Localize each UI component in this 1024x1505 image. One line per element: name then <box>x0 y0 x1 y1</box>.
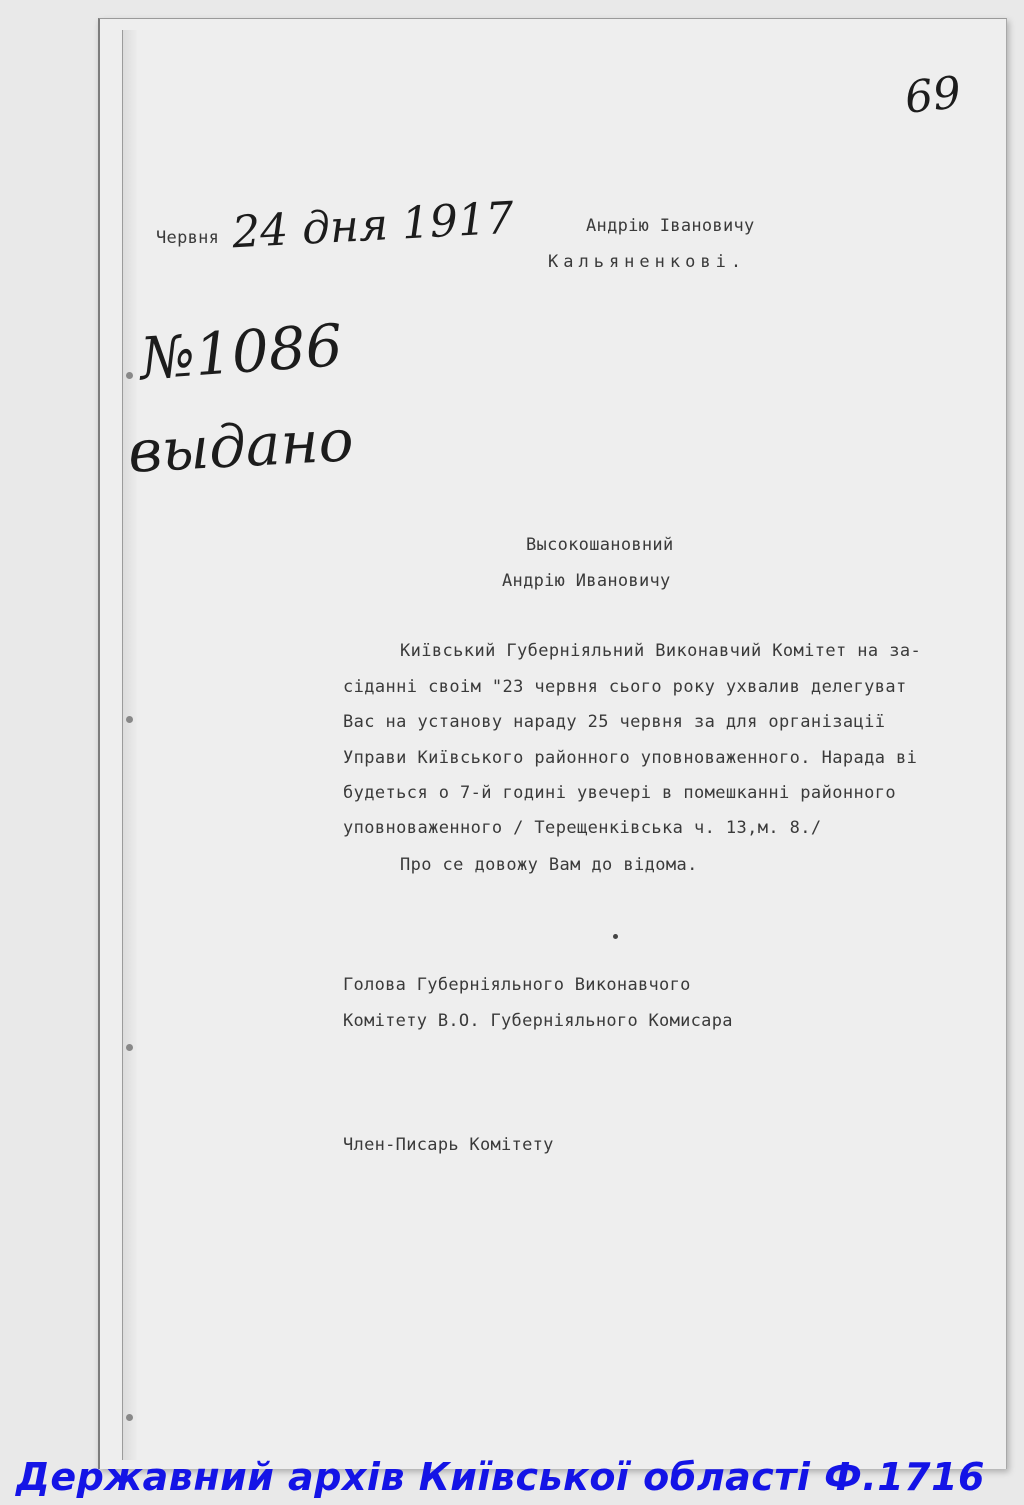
signature-title-line1: Голова Губерніяльного Виконавчого <box>343 975 691 995</box>
body-line: сіданні своім "23 червня сього року ухвалив делегуват <box>343 677 907 697</box>
salutation-line1: Высокошановний <box>526 535 674 555</box>
secretary-title: Член-Писарь Комітету <box>343 1135 554 1155</box>
binding-fold <box>122 30 137 1460</box>
binding-hole <box>126 1044 133 1051</box>
issued-mark: выдано <box>126 406 356 486</box>
body-line: уповноваженного / Терещенківська ч. 13,м. 8./ <box>343 818 822 838</box>
page-number: 69 <box>902 67 964 124</box>
binding-hole <box>126 716 133 723</box>
body-line: Київський Губерніяльний Виконавчий Комітет на за- <box>400 641 922 661</box>
binding-hole <box>126 1414 133 1421</box>
addressee-surname: Кальяненкові. <box>548 252 747 272</box>
signature-title-line2: Комітету В.О. Губерніяльного Комисара <box>343 1011 733 1031</box>
date-month: Червня <box>156 228 220 248</box>
registry-number: №1086 <box>137 311 345 393</box>
archive-caption: Державний архів Київської області Ф.1716 <box>16 1455 985 1499</box>
date-handwritten: 24 дня 1917 <box>230 192 516 259</box>
body-line: Управи Київського районного уповноваженного. Нарада ві <box>343 748 918 768</box>
body-line: Вас на установу нараду 25 червня за для організації <box>343 712 886 732</box>
salutation-line2: Андрію Ивановичу <box>502 571 671 591</box>
addressee-name: Андрію Івановичу <box>586 216 755 236</box>
ink-dot <box>613 934 618 939</box>
body-line: Про се довожу Вам до відома. <box>400 855 698 875</box>
body-line: будеться о 7-й годині увечері в помешканні районного <box>343 783 897 803</box>
binding-hole <box>126 372 133 379</box>
